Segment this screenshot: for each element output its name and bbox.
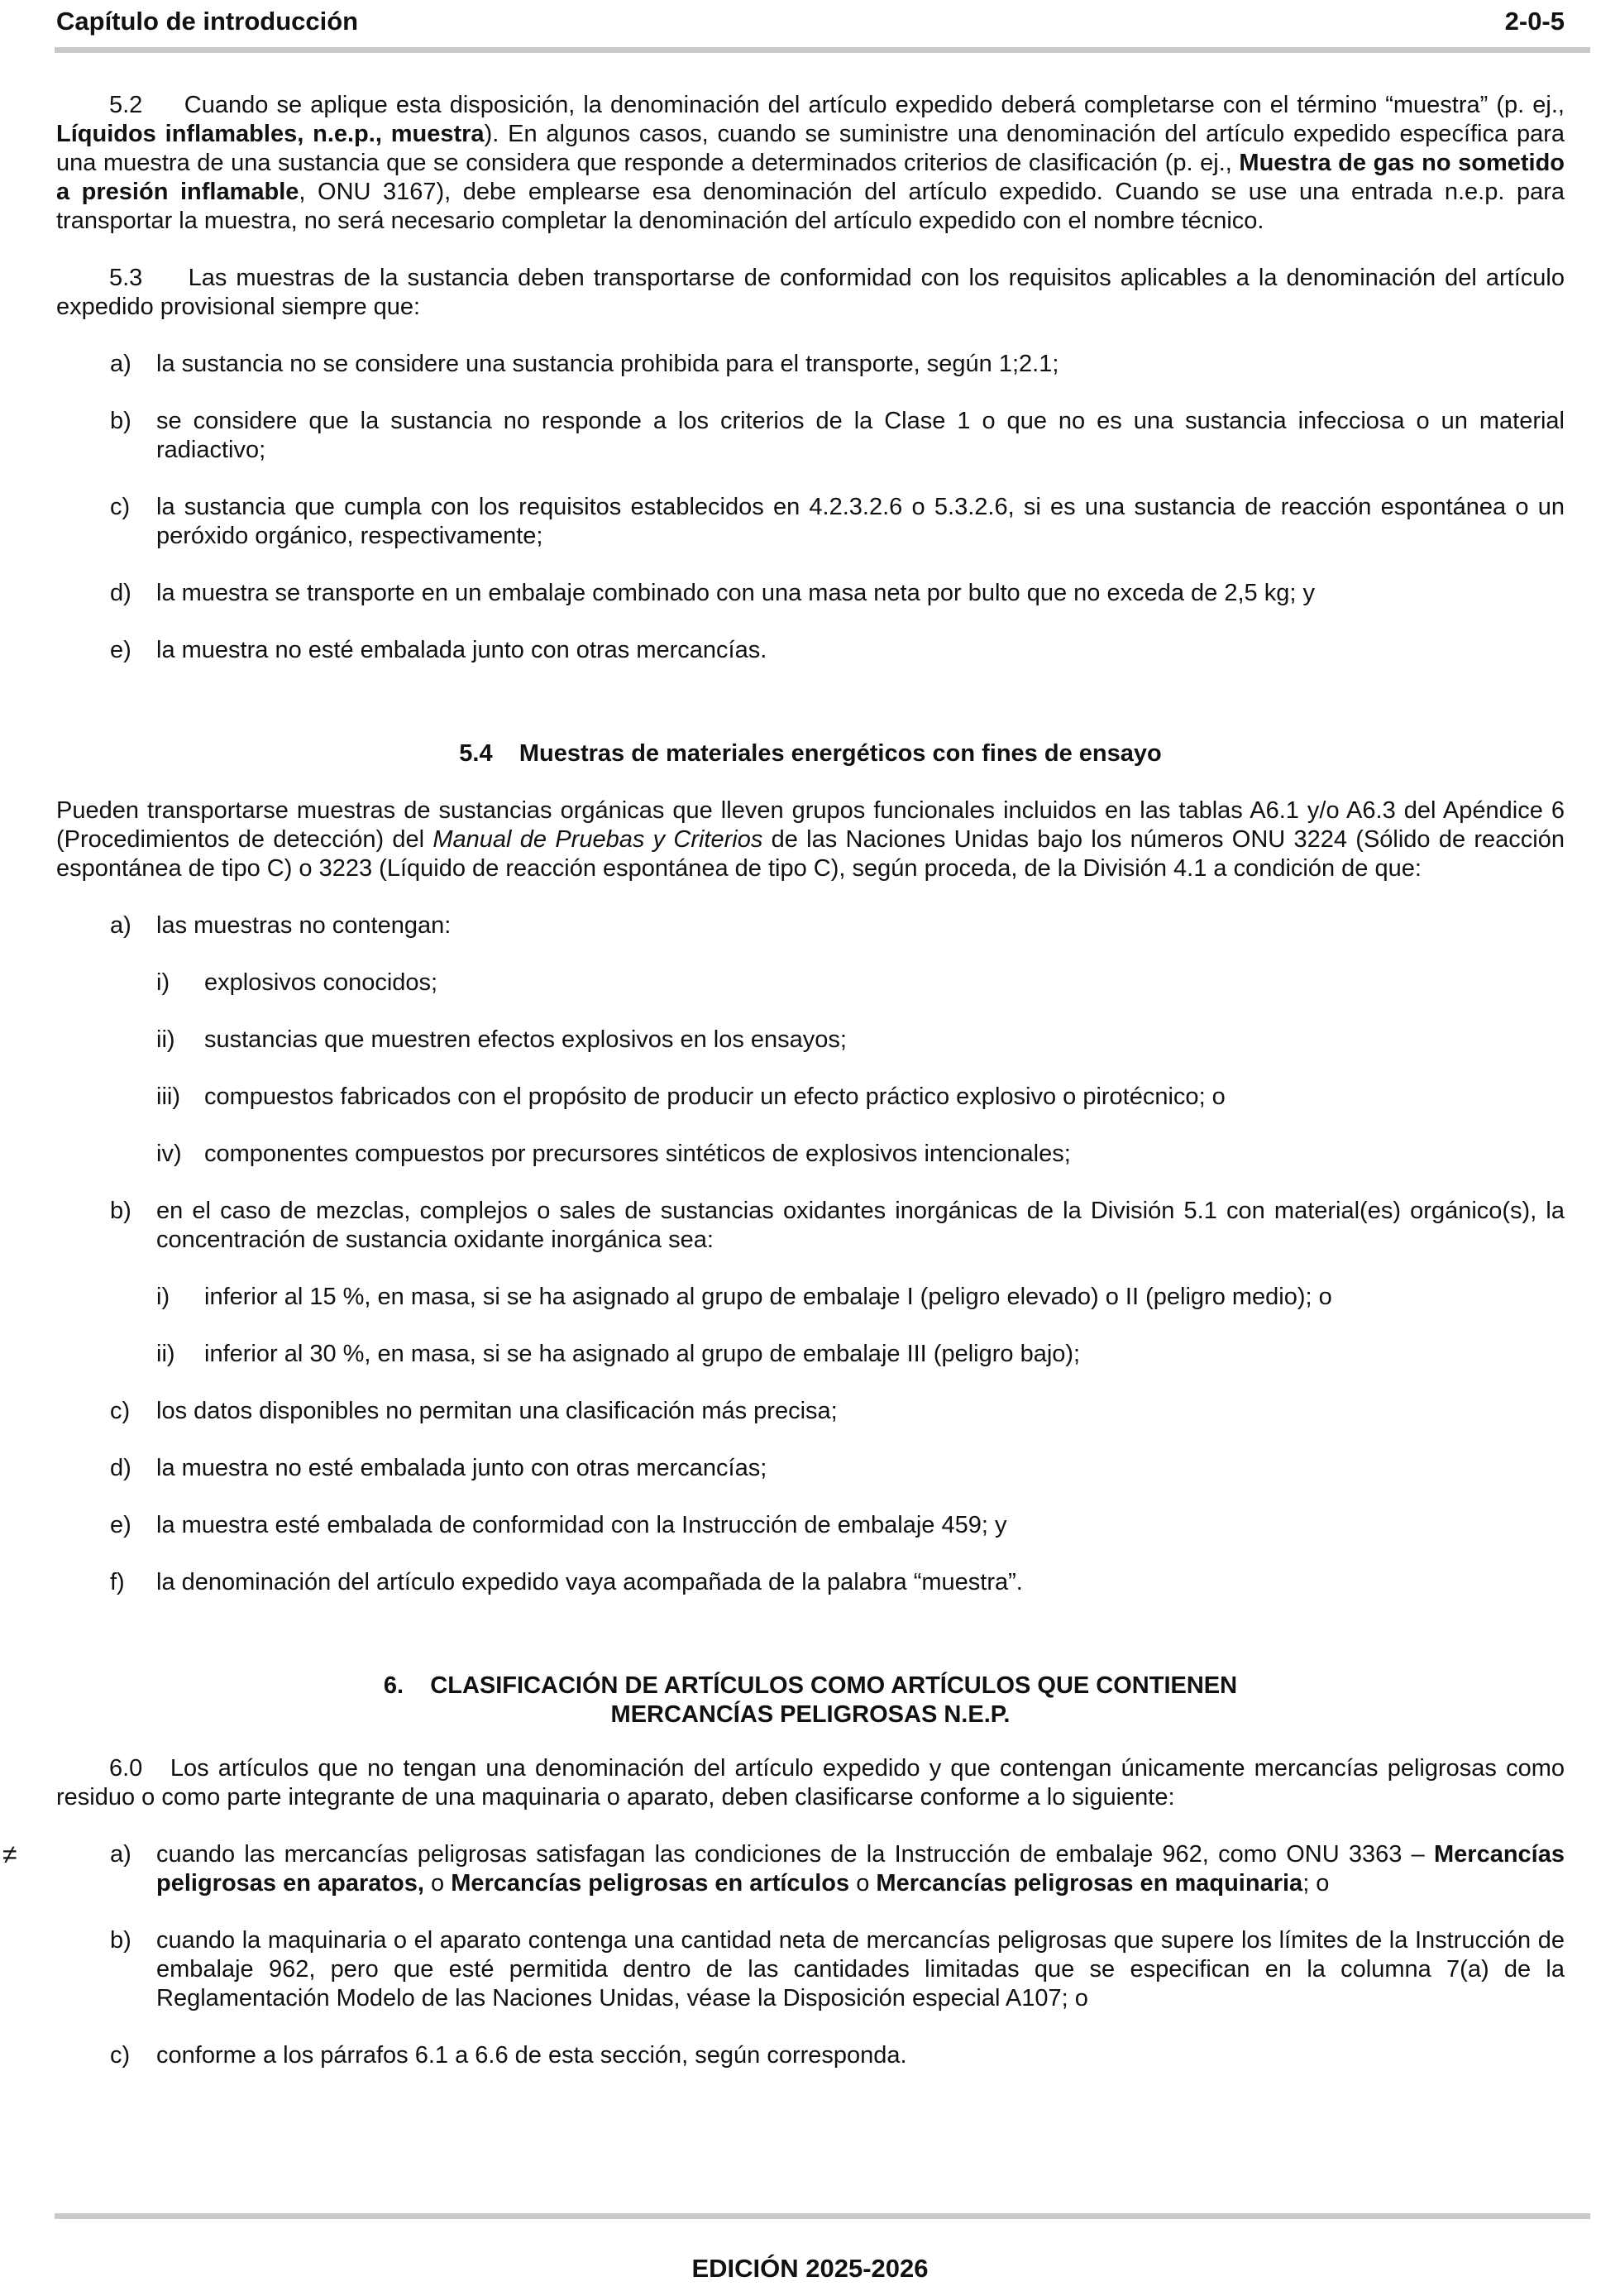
item-text: la denominación del artículo expedido vaya acompañada de la palabra “muestra”. xyxy=(156,1569,1023,1595)
list-item xyxy=(56,1197,1565,1255)
item-text: conforme a los párrafos 6.1 a 6.6 de esta sección, según corresponda. xyxy=(156,2042,907,2069)
paragraph-number: 5.3 xyxy=(109,265,143,291)
item-label: ii) xyxy=(156,1026,175,1053)
paragraph-5-3 xyxy=(56,264,1565,322)
paragraph-text: , ONU 3167), debe emplearse esa denominación del artículo expedido. Cuando se use una entrada n.e.p. para transportar la muestra, no será necesario completar la denominación del artículo expedido con el nombre técnico. xyxy=(56,179,1565,234)
item-text: la sustancia no se considere una sustancia prohibida para el transporte, según 1;2.1; xyxy=(156,351,1059,377)
list-item xyxy=(56,579,1565,608)
paragraph-text: Pueden transportarse muestras de sustancias orgánicas que lleven grupos funcionales incluidos en las tablas A6.1 y/o A6.3 del Apéndice 6 (Procedimientos de detección) del xyxy=(56,797,1565,853)
item-label: e) xyxy=(110,1512,131,1538)
list-item xyxy=(56,1454,1565,1483)
paragraph-number: 6.0 xyxy=(109,1755,143,1782)
paragraph-text: Cuando se aplique esta disposición, la denominación del artículo expedido deberá completarse con el término “muestra” (p. ej., xyxy=(184,92,1565,118)
item-label: d) xyxy=(110,1455,131,1481)
list-item xyxy=(56,407,1565,465)
paragraph-text: ). En algunos casos, cuando se suministre una denominación del artículo expedido específica para una muestra de una sustancia que se considera que responde a determinados criterios de clasificación (p. ej., xyxy=(56,121,1565,176)
paragraph-6-0 xyxy=(56,1754,1565,1812)
item-text: en el caso de mezclas, complejos o sales de sustancias oxidantes inorgánicas de la División 5.1 con material(es) orgánico(s), la concentración de sustancia oxidante inorgánica sea: xyxy=(156,1198,1565,1253)
sub-list-item xyxy=(56,1083,1565,1112)
item-label: ii) xyxy=(156,1341,175,1367)
item-label: d) xyxy=(110,580,131,606)
item-text: componentes compuestos por precursores sintéticos de explosivos intencionales; xyxy=(204,1141,1071,1167)
item-label: iv) xyxy=(156,1141,182,1167)
list-item xyxy=(56,911,1565,940)
item-text: las muestras no contengan: xyxy=(156,912,452,939)
item-label: b) xyxy=(110,408,131,434)
item-text: se considere que la sustancia no responde a los criterios de la Clase 1 o que no es una sustancia infecciosa o un material radiactivo; xyxy=(156,408,1565,463)
header-rule xyxy=(55,47,1590,53)
item-text: la muestra se transporte en un embalaje combinado con una masa neta por bulto que no exceda de 2,5 kg; y xyxy=(156,580,1315,606)
item-text: inferior al 30 %, en masa, si se ha asignado al grupo de embalaje III (peligro bajo); xyxy=(204,1341,1081,1367)
italic-title: Manual de Pruebas y Criterios xyxy=(432,826,763,853)
item-text: explosivos conocidos; xyxy=(204,969,438,996)
paragraph-text: Las muestras de la sustancia deben transportarse de conformidad con los requisitos aplicables a la denominación del artículo expedido provisional siempre que: xyxy=(56,265,1565,320)
list-item xyxy=(56,1511,1565,1540)
item-label: i) xyxy=(156,969,170,996)
bold-term: Mercancías peligrosas en aparatos, xyxy=(156,1841,1565,1897)
main-content xyxy=(2,91,1565,2070)
edition-footer: EDICIÓN 2025-2026 xyxy=(691,2254,929,2283)
item-text: la muestra esté embalada de conformidad con la Instrucción de embalaje 459; y xyxy=(156,1512,1007,1538)
item-label: c) xyxy=(110,2042,131,2069)
item-label: a) xyxy=(110,1841,131,1868)
list-item xyxy=(56,1568,1565,1597)
bold-term: Muestra de gas no sometido a presión inflamable xyxy=(56,150,1565,205)
sub-list-item xyxy=(56,1140,1565,1169)
paragraph-number: 5.2 xyxy=(109,92,143,118)
bold-term: Líquidos inflamables, n.e.p., muestra xyxy=(56,121,485,147)
item-text: la muestra no esté embalada junto con otras mercancías; xyxy=(156,1455,767,1481)
item-text: los datos disponibles no permitan una clasificación más precisa; xyxy=(156,1398,838,1424)
list-item xyxy=(56,1926,1565,2013)
item-label: iii) xyxy=(156,1083,180,1110)
list-item xyxy=(2,1839,1565,1898)
heading-line: MERCANCÍAS PELIGROSAS N.E.P. xyxy=(610,1701,1011,1728)
sub-list-item xyxy=(56,1026,1565,1055)
sub-list-item xyxy=(56,969,1565,997)
item-label: c) xyxy=(110,494,131,520)
item-label: a) xyxy=(110,912,131,939)
list-item xyxy=(56,636,1565,665)
footer-rule xyxy=(55,2213,1590,2219)
paragraph-5-4-intro xyxy=(56,796,1565,883)
chapter-title: Capítulo de introducción xyxy=(56,7,359,36)
item-label: f) xyxy=(110,1569,125,1595)
item-label: b) xyxy=(110,1927,131,1954)
list-item xyxy=(56,1397,1565,1426)
page-number: 2-0-5 xyxy=(1504,7,1565,36)
section-heading-5-4: 5.4 Muestras de materiales energéticos con fines de ensayo xyxy=(459,740,1162,767)
paragraph-5-2 xyxy=(56,91,1565,236)
item-text: cuando la maquinaria o el aparato contenga una cantidad neta de mercancías peligrosas que supere los límites de la Instrucción de embalaje 962, pero que esté permitida dentro de las cantidades limitadas que se especifican en la columna 7(a) de la Reglamentación Modelo de las Naciones Unidas, véase la Disposición especial A107; o xyxy=(156,1927,1565,2011)
item-label: c) xyxy=(110,1398,131,1424)
item-text: compuestos fabricados con el propósito de producir un efecto práctico explosivo o pirotécnico; o xyxy=(204,1083,1226,1110)
item-text: la sustancia que cumpla con los requisitos establecidos en 4.2.3.2.6 o 5.3.2.6, si es una sustancia de reacción espontánea o un peróxido orgánico, respectivamente; xyxy=(156,494,1565,549)
sub-list-item xyxy=(56,1283,1565,1312)
item-label: b) xyxy=(110,1198,131,1224)
section-heading-6 xyxy=(56,1672,1565,1729)
item-text: sustancias que muestren efectos explosivos en los ensayos; xyxy=(204,1026,847,1053)
bold-term: Mercancías peligrosas en maquinaria xyxy=(876,1870,1303,1897)
page-header xyxy=(56,8,1565,35)
list-item xyxy=(56,350,1565,379)
item-text: la muestra no esté embalada junto con otras mercancías. xyxy=(156,637,767,663)
list-item xyxy=(56,2041,1565,2070)
item-label: e) xyxy=(110,637,131,663)
paragraph-text: de las Naciones Unidas bajo los números ONU 3224 (Sólido de reacción espontánea de tipo C) o 3223 (Líquido de reacción espontánea de tipo C), según proceda, de la División 4.1 a condición de que: xyxy=(56,826,1565,882)
item-text: cuando las mercancías peligrosas satisfagan las condiciones de la Instrucción de embalaje 962, como ONU 3363 – Mercancías peligrosas en aparatos, o Mercancías peligrosas en artículos o Mercancías peligrosas en maquinaria; o xyxy=(156,1841,1565,1897)
item-text: inferior al 15 %, en masa, si se ha asignado al grupo de embalaje I (peligro elevado) o II (peligro medio); o xyxy=(204,1284,1332,1310)
bold-term: Mercancías peligrosas en artículos xyxy=(451,1870,850,1897)
list-item xyxy=(56,493,1565,551)
heading-line: 6. CLASIFICACIÓN DE ARTÍCULOS COMO ARTÍCULOS QUE CONTIENEN xyxy=(383,1672,1238,1699)
change-mark: ≠ xyxy=(2,1839,17,1869)
item-label: a) xyxy=(110,351,131,377)
item-label: i) xyxy=(156,1284,170,1310)
sub-list-item xyxy=(56,1340,1565,1369)
paragraph-text: Los artículos que no tengan una denominación del artículo expedido y que contengan únicamente mercancías peligrosas como residuo o como parte integrante de una maquinaria o aparato, deben clasificarse conforme a lo siguiente: xyxy=(56,1755,1565,1810)
